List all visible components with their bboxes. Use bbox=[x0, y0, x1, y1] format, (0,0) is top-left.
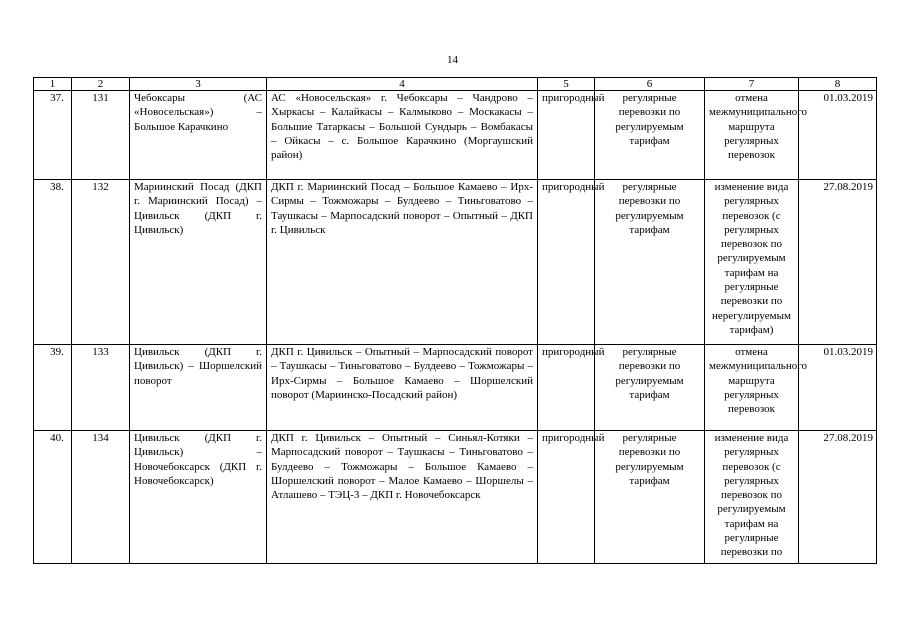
transport-kind: регулярные перевозки по регулируемым тарифам bbox=[595, 180, 705, 345]
route-path: АС «Новосельская» г. Чебоксары – Чандрово – Хыркасы – Калайкасы – Калмыково – Москакасы – Большие Татаркасы – Большой Сундырь – Вомбакасы – Ойкасы – с. Большое Карачкино (Моргаушский район) bbox=[267, 91, 538, 180]
column-number: 4 bbox=[267, 78, 538, 91]
column-number: 6 bbox=[595, 78, 705, 91]
route-name: Мариинский Посад (ДКП г. Мариинский Посад) – Цивильск (ДКП г. Цивильск) bbox=[130, 180, 267, 345]
effective-date: 27.08.2019 bbox=[799, 180, 877, 345]
row-number: 39. bbox=[34, 345, 72, 431]
table-row bbox=[34, 91, 877, 180]
routes-table bbox=[33, 77, 877, 564]
transport-kind: регулярные перевозки по регулируемым тарифам bbox=[595, 91, 705, 180]
route-code: 132 bbox=[72, 180, 130, 345]
column-number: 3 bbox=[130, 78, 267, 91]
page-number: 14 bbox=[447, 54, 458, 66]
column-number: 2 bbox=[72, 78, 130, 91]
transport-kind: регулярные перевозки по регулируемым тарифам bbox=[595, 345, 705, 431]
route-name: Цивильск (ДКП г. Цивильск) – Новочебоксарск (ДКП г. Новочебоксарск) bbox=[130, 431, 267, 564]
change-action: изменение вида регулярных перевозок (с регулярных перевозок по регулируемым тарифам на регулярные перевозки по нерегулируемым тарифам) bbox=[705, 180, 799, 345]
change-action: изменение вида регулярных перевозок (с регулярных перевозок по регулируемым тарифам на регулярные перевозки по bbox=[705, 431, 799, 564]
table-row bbox=[34, 180, 877, 345]
column-number: 5 bbox=[538, 78, 595, 91]
route-type: пригородный bbox=[538, 431, 595, 564]
column-number: 1 bbox=[34, 78, 72, 91]
route-path: ДКП г. Цивильск – Опытный – Синьял-Котяки – Марпосадский поворот – Таушкасы – Тиньговатово – Булдеево – Тожможары – Большое Камаево – Шоршелский поворот – Малое Камаево – Шоршелы – Атлашево – ТЭЦ-3 – ДКП г. Новочебоксарск bbox=[267, 431, 538, 564]
column-number: 7 bbox=[705, 78, 799, 91]
row-number: 37. bbox=[34, 91, 72, 180]
route-type: пригородный bbox=[538, 345, 595, 431]
effective-date: 01.03.2019 bbox=[799, 345, 877, 431]
route-path: ДКП г. Цивильск – Опытный – Марпосадский поворот – Таушкасы – Тиньговатово – Булдеево – Тожможары – Ирх-Сирмы – Большое Камаево – Шоршелский поворот (Мариинско-Посадский район) bbox=[267, 345, 538, 431]
route-name: Цивильск (ДКП г. Цивильск) – Шоршелский поворот bbox=[130, 345, 267, 431]
change-action: отмена межмуниципального маршрута регулярных перевозок bbox=[705, 345, 799, 431]
route-code: 133 bbox=[72, 345, 130, 431]
table-row bbox=[34, 431, 877, 564]
row-number: 38. bbox=[34, 180, 72, 345]
table-row bbox=[34, 345, 877, 431]
column-number: 8 bbox=[799, 78, 877, 91]
route-code: 134 bbox=[72, 431, 130, 564]
change-action: отмена межмуниципального маршрута регулярных перевозок bbox=[705, 91, 799, 180]
route-name: Чебоксары (АС «Новосельская») – Большое Карачкино bbox=[130, 91, 267, 180]
column-number-row bbox=[34, 78, 877, 91]
route-type: пригородный bbox=[538, 180, 595, 345]
route-type: пригородный bbox=[538, 91, 595, 180]
route-path: ДКП г. Мариинский Посад – Большое Камаево – Ирх-Сирмы – Тожможары – Булдеево – Тиньговатово – Таушкасы – Марпосадский поворот – Опытный – ДКП г. Цивильск bbox=[267, 180, 538, 345]
transport-kind: регулярные перевозки по регулируемым тарифам bbox=[595, 431, 705, 564]
row-number: 40. bbox=[34, 431, 72, 564]
effective-date: 01.03.2019 bbox=[799, 91, 877, 180]
route-code: 131 bbox=[72, 91, 130, 180]
effective-date: 27.08.2019 bbox=[799, 431, 877, 564]
